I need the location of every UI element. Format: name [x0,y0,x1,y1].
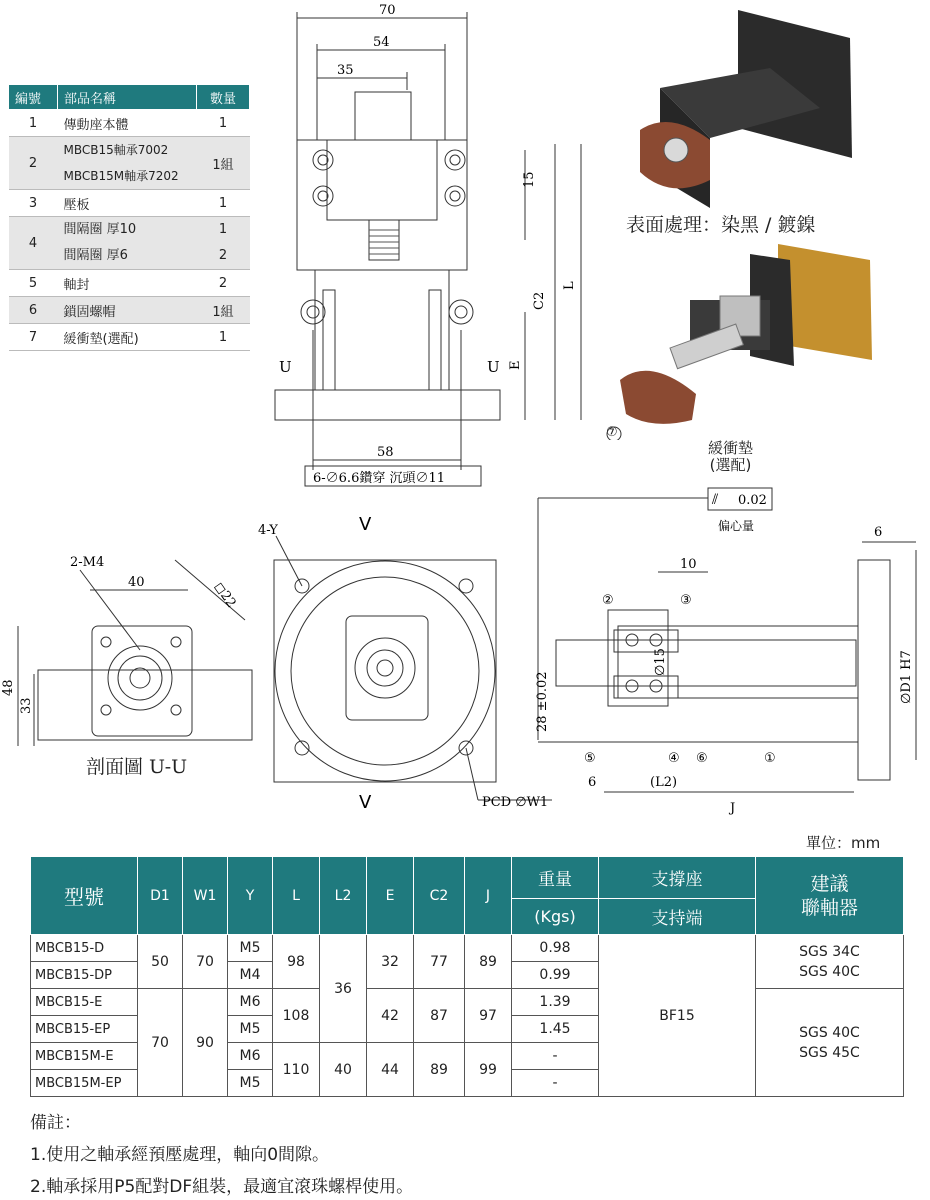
header-j: J [465,857,512,935]
dim-28: 28 ±0.02 [535,671,550,732]
c2-cell: 77 [414,935,465,989]
dim-d1: ∅D1 H7 [899,650,914,704]
balloon-5: ⑤ [584,751,596,766]
dim-c2: C2 [532,291,547,310]
dim-l2: (L2) [650,775,678,790]
part-qty: 1 [197,324,250,351]
e-cell: 32 [367,935,414,989]
header-y: Y [228,857,273,935]
part-name: MBCB15M軸承7202 [63,169,179,183]
y-cell: M6 [228,1043,273,1070]
parts-row [9,137,250,190]
part-qty: 1組 [197,137,250,190]
bearing-icon [664,138,688,162]
spec-table [30,856,904,1097]
parts-row [9,217,250,270]
dim-58: 58 [377,445,394,460]
dim-54: 54 [373,35,390,50]
weight-cell: 1.45 [512,1016,599,1043]
dim-sq22: ◻22 [210,579,239,611]
dim-4y: 4-Y [258,523,278,538]
part-name: 間隔圈 厚6 [63,248,128,263]
dim-35: 35 [337,63,354,78]
part-qty: 1 [197,110,250,137]
weight-cell: - [512,1070,599,1097]
dim-j: J [730,801,736,816]
part-qty: 2 [197,270,250,297]
weight-cell: 0.98 [512,935,599,962]
dim-48: 48 [1,679,16,696]
part-no: 5 [9,270,58,297]
cushion-label: 緩衝墊 [708,439,754,457]
dim-e: E [508,360,523,370]
part-no: 2 [9,137,58,190]
coupling-cell: SGS 45C [799,1044,860,1061]
flange-view-drawing [256,516,556,816]
j-cell: 97 [465,989,512,1043]
part-no: 3 [9,190,58,217]
dim-40: 40 [128,575,145,590]
part-qty: 1 [197,190,250,217]
dim-6-bottom: 6 [588,775,597,790]
notes-title: 備註： [30,1113,81,1133]
weight-cell: 0.99 [512,962,599,989]
d1-cell: 70 [138,989,183,1097]
coupling-cell: SGS 34C [799,943,860,960]
j-cell: 89 [465,935,512,989]
part-name: 壓板 [58,190,197,217]
header-support: 支撐座 [599,857,756,899]
part-no: 1 [9,110,58,137]
side-section-drawing [528,480,928,830]
header-support-end: 支持端 [599,899,756,935]
model-cell: MBCB15-D [31,935,138,962]
cushion-pad [620,371,696,424]
header-coupling: 建議 [810,872,849,895]
balloon-4: ④ [668,751,680,766]
c2-cell: 87 [414,989,465,1043]
header-coupling-2: 聯軸器 [800,896,858,919]
part-name: 軸封 [58,270,197,297]
balloon-3: ③ [680,593,692,608]
part-name: 傳動座本體 [58,110,197,137]
dim-10: 10 [680,557,697,572]
w1-cell: 90 [183,989,228,1097]
runout-symbol: ⫽ [712,492,719,508]
dim-l: L [562,281,577,290]
y-cell: M4 [228,962,273,989]
model-cell: MBCB15M-E [31,1043,138,1070]
coupling-cell: SGS 40C [799,963,860,980]
header-c2: C2 [414,857,465,935]
section-mark-left: U [279,358,292,376]
pcd-label: PCD ∅W1 [482,795,549,810]
parts-table [8,84,250,351]
e-cell: 44 [367,1043,414,1097]
header-l: L [273,857,320,935]
section-caption: 剖面圖 U-U [86,756,188,778]
parts-header-no: 編號 [9,85,58,110]
y-cell: M6 [228,989,273,1016]
model-cell: MBCB15-DP [31,962,138,989]
balloon-2: ② [602,593,614,608]
y-cell: M5 [228,935,273,962]
part-no: 6 [9,297,58,324]
model-cell: MBCB15-E [31,989,138,1016]
table-row [31,935,904,962]
y-cell: M5 [228,1070,273,1097]
parts-header-qty: 數量 [197,85,250,110]
part-name: 間隔圈 厚10 [63,222,137,237]
header-model: 型號 [31,857,138,935]
part-no: 4 [9,217,58,270]
parts-row [9,270,250,297]
w1-cell: 70 [183,935,228,989]
note-line-2: 2.軸承採用P5配對DF組裝，最適宜滾珠螺桿使用。 [30,1177,414,1197]
y-cell: M5 [228,1016,273,1043]
front-view-drawing [255,0,595,490]
dim-15: 15 [522,171,537,188]
dim-33: 33 [19,697,34,714]
dim-2m4: 2-M4 [70,555,105,570]
surface-treatment: 表面處理：染黑 / 鍍鎳 [626,214,816,236]
parts-row [9,297,250,324]
hole-note: 6-∅6.6鑽穿 沉頭∅11 [313,471,446,486]
header-e: E [367,857,414,935]
l2-cell: 40 [320,1043,367,1097]
coupling-cell: SGS 40C [799,1024,860,1041]
cushion-optional: (選配) [709,456,752,474]
part-name: MBCB15軸承7002 [63,143,169,157]
l-cell: 110 [273,1043,320,1097]
d1-cell: 50 [138,935,183,989]
header-weight: 重量 [512,857,599,899]
header-w1: W1 [183,857,228,935]
section-mark-right: U [487,358,500,376]
weight-cell: - [512,1043,599,1070]
model-cell: MBCB15M-EP [31,1070,138,1097]
parts-row [9,190,250,217]
unit-label: 單位：mm [806,834,881,852]
view-mark-top: V [359,516,372,535]
render-assembly [600,240,890,440]
c2-cell: 89 [414,1043,465,1097]
part-qty: 1 [218,222,228,237]
view-mark-bottom: V [359,792,372,813]
l-cell: 108 [273,989,320,1043]
balloon-1: ① [764,751,776,766]
render-housing [620,8,870,208]
parts-row [9,324,250,351]
weight-cell: 1.39 [512,989,599,1016]
runout-label: 偏心量 [718,519,755,533]
e-cell: 42 [367,989,414,1043]
j-cell: 99 [465,1043,512,1097]
part-name: 緩衝墊(選配) [58,324,197,351]
balloon-6: ⑥ [696,751,708,766]
parts-row [9,110,250,137]
header-weight-unit: (Kgs) [512,899,599,935]
table-row [31,989,904,1016]
parts-header-name: 部品名稱 [58,85,197,110]
support-cell: BF15 [599,935,756,1097]
part-no: 7 [9,324,58,351]
dim-6-top: 6 [874,525,883,540]
part-qty: 1組 [197,297,250,324]
dim-70: 70 [379,3,396,18]
part-name: 鎖固螺帽 [58,297,197,324]
dim-phi15: ∅15 [653,648,668,676]
note-line-1: 1.使用之軸承經預壓處理，軸向0間隙。 [30,1145,330,1165]
header-d1: D1 [138,857,183,935]
l-cell: 98 [273,935,320,989]
part-qty: 2 [218,248,228,263]
header-l2: L2 [320,857,367,935]
model-cell: MBCB15-EP [31,1016,138,1043]
balloon-7: ⑦ [606,425,618,440]
runout-value: 0.02 [738,493,767,508]
l2-cell: 36 [320,935,367,1043]
